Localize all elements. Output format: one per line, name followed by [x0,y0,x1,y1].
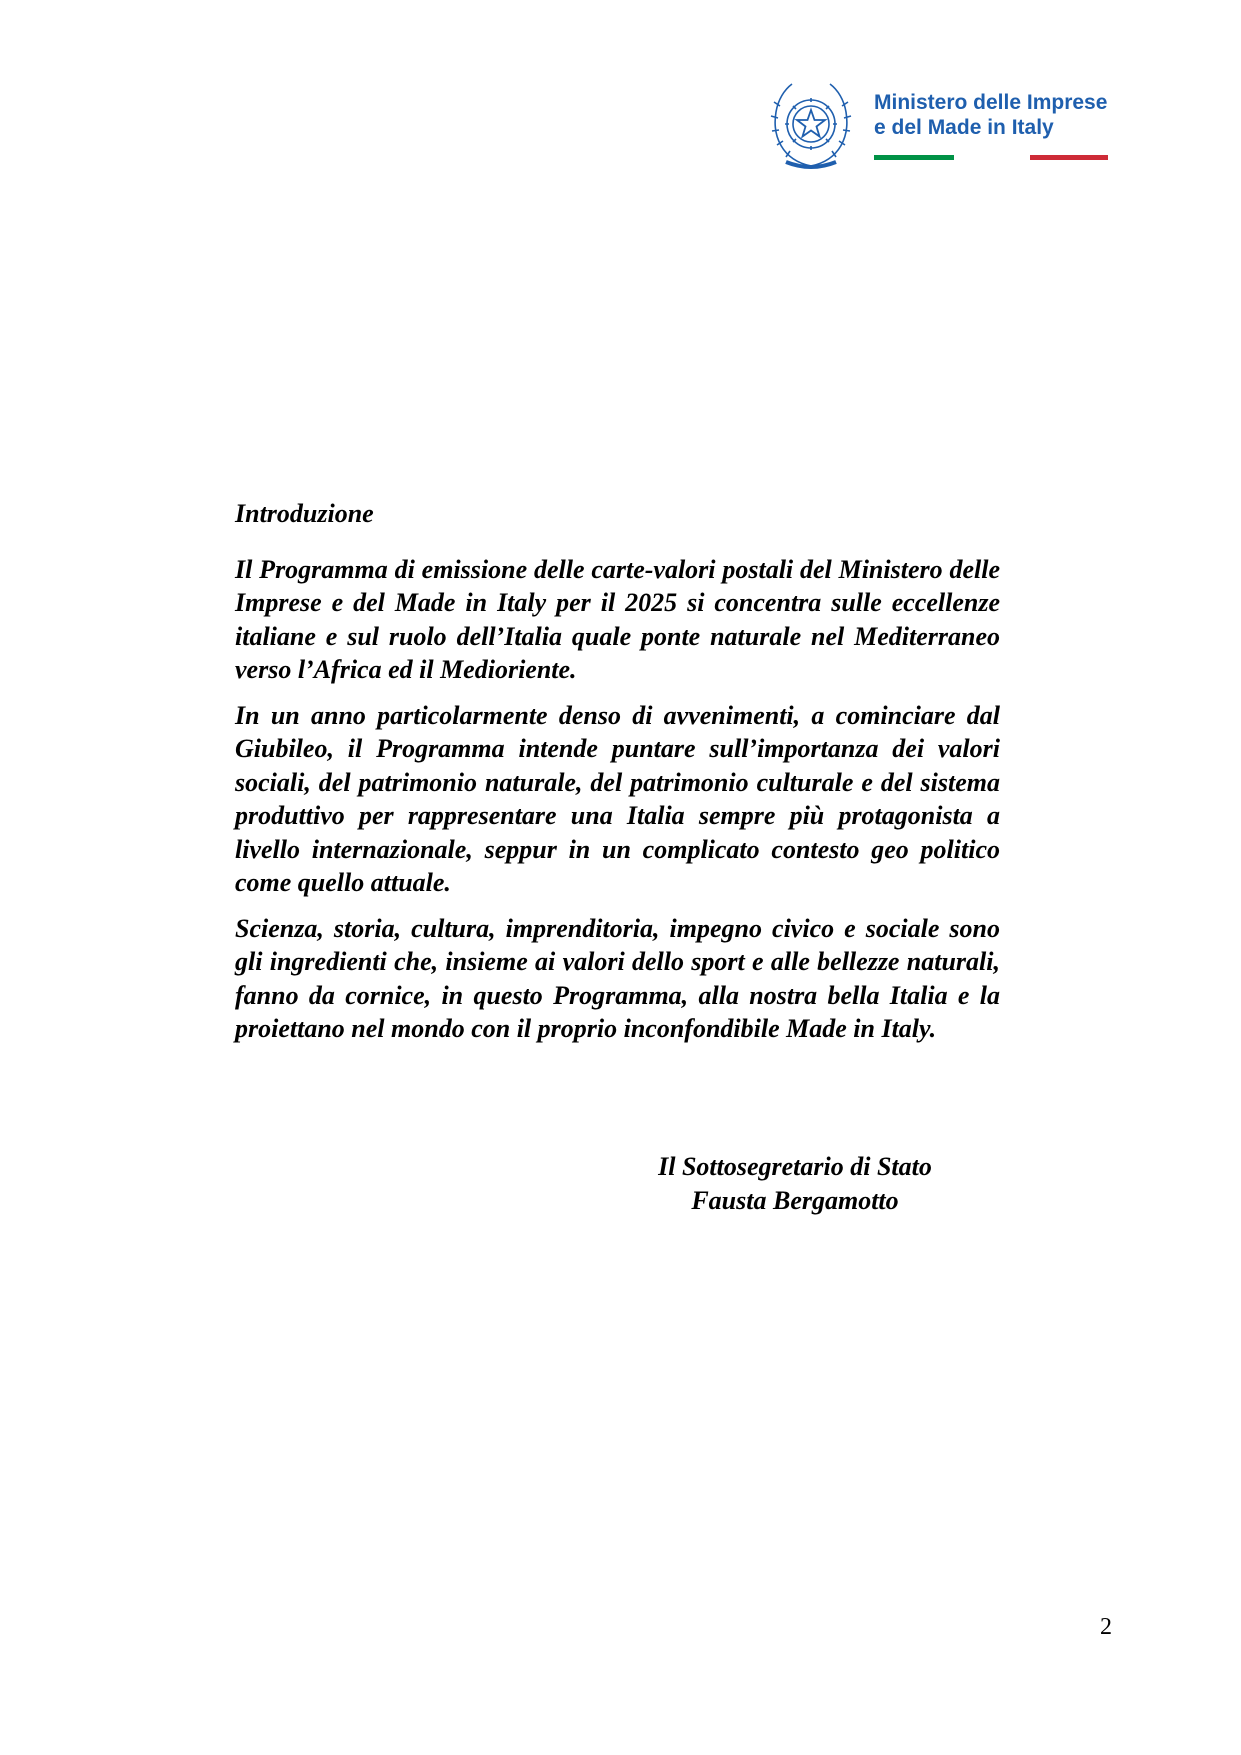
flag-red-bar [1030,155,1108,160]
signature-block [600,1150,990,1217]
ministry-name-line-1: Ministero delle Imprese [874,91,1108,114]
document-body [235,497,1000,1058]
paragraph-3: Scienza, storia, cultura, imprenditoria, impegno civico e sociale sono gli ingredienti che, insieme ai valori dello sport e alle bellezze naturali, fanno da cornice, in questo Programma, alla nostra bella Italia e la proiettano nel mondo con il proprio inconfondibile Made in Italy. [235,913,1000,1043]
paragraph-2: In un anno particolarmente denso di avvenimenti, a cominciare dal Giubileo, il Programma intende puntare sull’importanza dei valori sociali, del patrimonio naturale, del patrimonio culturale e del sistema produttivo per rappresentare una Italia sempre più protagonista a livello internazionale, seppur in un complicato contesto geo politico come quello attuale. [235,700,1000,897]
ministry-name-line-2: e del Made in Italy [874,116,1054,139]
section-title: Introduzione [235,499,374,528]
signature-role: Il Sottosegretario di Stato [658,1152,932,1181]
ministry-logo [768,78,1118,178]
italian-republic-emblem-icon [768,78,854,174]
page-number: 2 [1100,1614,1112,1640]
signature-name: Fausta Bergamotto [691,1185,899,1215]
flag-green-bar [874,155,954,160]
ministry-name [874,90,1107,140]
paragraph-1: Il Programma di emissione delle carte-valori postali del Ministero delle Imprese e del Made in Italy per il 2025 si concentra sulle eccellenze italiane e sul ruolo dell’Italia quale ponte naturale nel Mediterraneo verso l’Africa ed il Medioriente. [235,554,1000,684]
